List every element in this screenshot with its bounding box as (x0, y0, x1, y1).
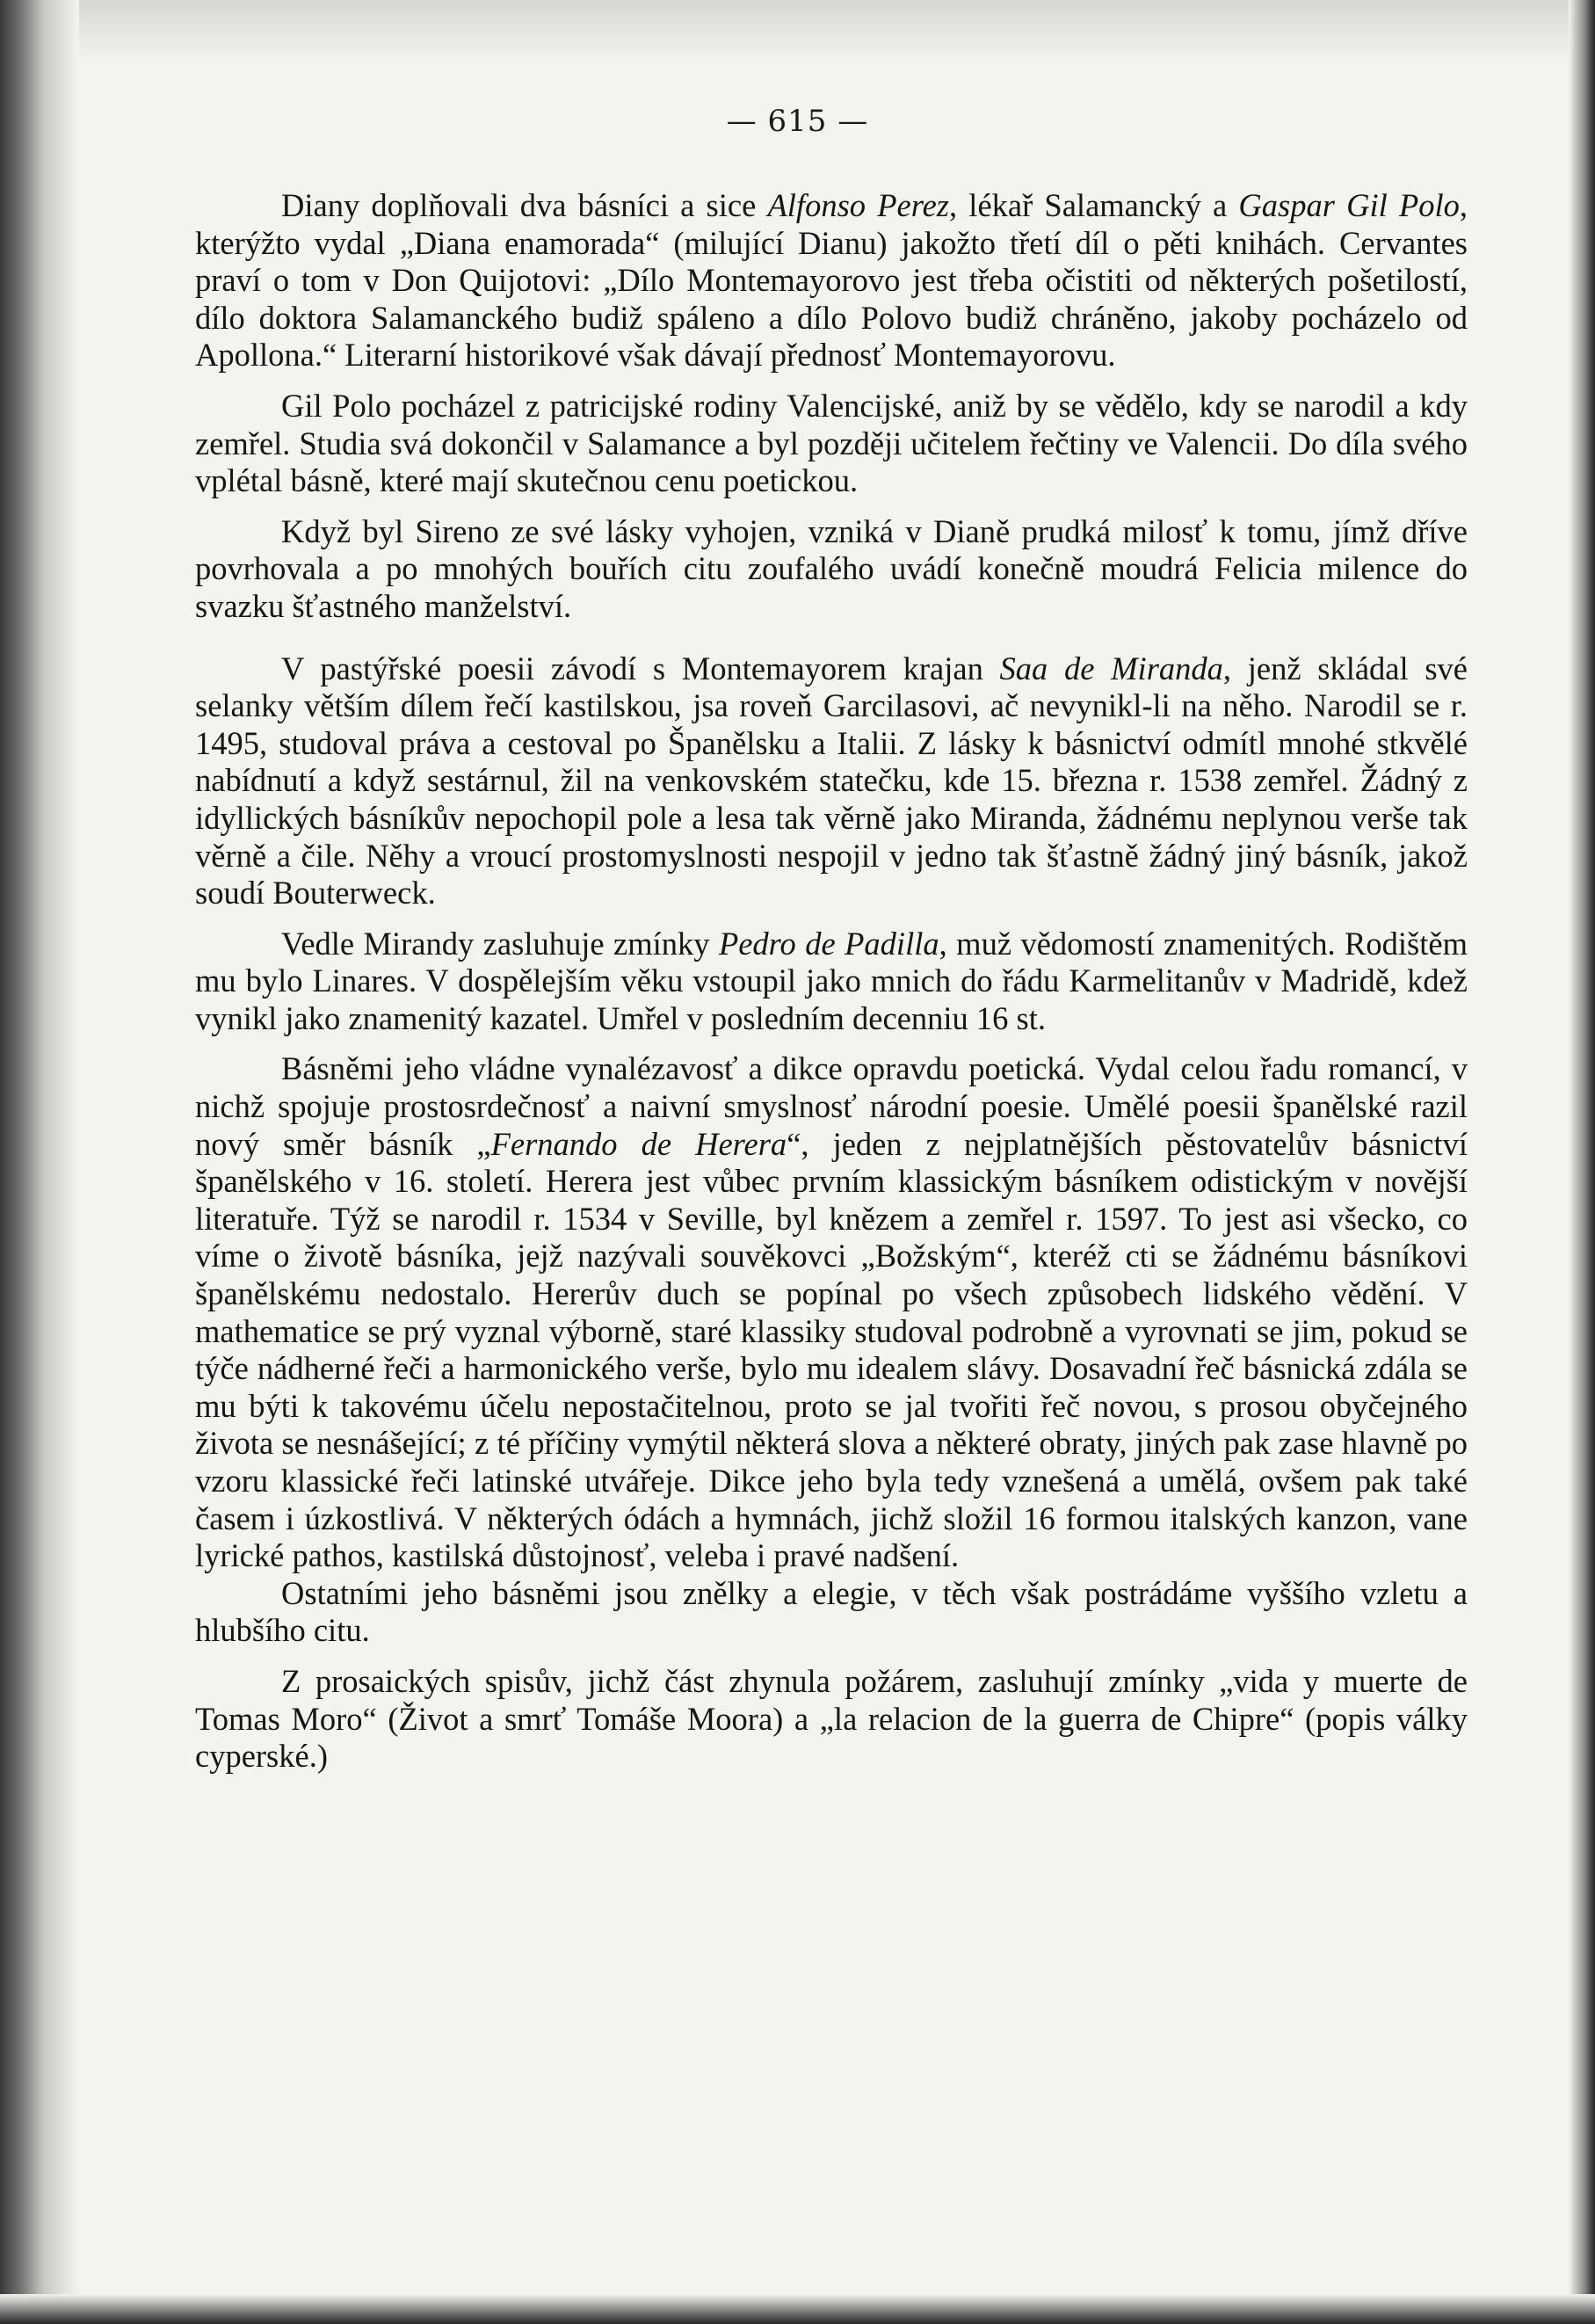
text-run: , jenž skládal své selanky větším dílem řečí kastilskou, jsa roveň Garcilasovi, ač nevynikl-li na něho. Narodil se r. 1495, studoval práva a cestoval po Španělsku a Italii. Z lásky k básnictví odmítl mnohé stkvělé nabídnutí a když sestárnul, žil na venkovském statečku, kde 15. března r. 1538 zemřel. Žádný z idyllických básníkův nepochopil pole a lesa tak věrně jako Miranda, žádnému neplynou verše tak věrně a čile. Něhy a vroucí prostomyslnosti nespojil v jedno tak šťastně žádný jiný básník, jakož soudí Bouterweck. (195, 650, 1468, 911)
text-run: Ostatními jeho básněmi jsou znělky a elegie, v těch však postrádáme vyššího vzletu a hlubšího citu. (195, 1574, 1468, 1649)
paragraph-2 (195, 388, 1468, 500)
italic-name: Alfonso Perez (767, 187, 949, 223)
italic-name: Pedro de Padilla (718, 925, 939, 962)
binding-shadow (0, 0, 79, 2324)
text-run: Gil Polo pocházel z patricijské rodiny Valencijské, aniž by se vědělo, kdy se narodil a kdy zemřel. Studia svá dokončil v Salamance a byl později učitelem řečtiny ve Valencii. Do díla svého vplétal básně, které mají skutečnou cenu poetickou. (195, 387, 1468, 499)
text-run: Básněmi jeho vládne vynalézavosť a dikce opravdu poetická. Vydal celou řadu romancí, v nichž spojuje prostosrdečnosť a naivní smyslnosť národní poesie. Umělé poesii španělské razil nový směr básník „ (195, 1050, 1468, 1162)
italic-name: Fernando de Herera (490, 1125, 787, 1162)
italic-name: Saa de Miranda (999, 650, 1223, 686)
text-run: , muž vědomostí znamenitých. Rodištěm mu bylo Linares. V dospělejším věku vstoupil jako mnich do řádu Karmelitanův v Madridě, kdež vynikl jako znamenitý kazatel. Umřel v posledním decenniu 16 st. (195, 925, 1468, 1036)
bottom-page-edge (0, 2294, 1595, 2324)
text-run: Vedle Mirandy zasluhuje zmínky (281, 925, 719, 962)
top-shade (0, 0, 1595, 62)
paragraph-1 (195, 187, 1468, 374)
paragraph-7 (195, 1575, 1468, 1650)
text-run: Z prosaických spisův, jichž část zhynula požárem, zasluhují zmínky „vida y muerte de Tomas Moro“ (Život a smrť Tomáše Moora) a „la relacion de la guerra de Chipre“ (popis války cyperské.) (195, 1662, 1468, 1775)
body-text (195, 187, 1468, 1776)
paragraph-6 (195, 1050, 1468, 1574)
page-number: — 615 — (726, 104, 869, 139)
paragraph-3 (195, 513, 1468, 626)
text-run: “, jeden z nejplatnějších pěstovatelův básnictví španělského v 16. století. Herera jest vůbec prvním klassickým básníkem odistickým v novější literatuře. Týž se narodil r. 1534 v Seville, byl knězem a zemřel r. 1597. To jest asi všecko, co víme o životě básníka, jejž nazývali souvěkovci „Božským“, kteréž cti se žádnému básníkovi španělskému nedostalo. Hererův duch se popínal po všech způsobech lidského vědění. V mathematice se prý vyznal výborně, staré klassiky studoval podrobně a vyrovnati se jim, pokud se týče nádherné řeči a harmonického verše, bylo mu idealem slávy. Dosavadní řeč básnická zdála se mu býti k takovému účelu nepostačitelnou, proto se jal tvořiti řeč novou, s prosou obyčejného života se nesnášející; z té příčiny vymýtil některá slova a některé obraty, jiných pak zase hlavně po vzoru klassické řeči latinské utvářeje. Dikce jeho byla tedy vznešená a umělá, ovšem pak také časem i úzkostlivá. V některých ódách a hymnách, jichž složil 16 formou italských kanzon, vane lyrické pathos, kastilská důstojnosť, veleba i pravé nadšení. (195, 1125, 1468, 1574)
right-page-edge (1569, 0, 1595, 2324)
text-run: Diany doplňovali dva básníci a sice (281, 187, 768, 223)
paragraph-4 (195, 650, 1468, 912)
paragraph-5 (195, 926, 1468, 1038)
paragraph-8 (195, 1663, 1468, 1776)
text-run: V pastýřské poesii závodí s Montemayorem krajan (281, 650, 1000, 686)
text-run: , kterýžto vydal „Diana enamorada“ (milující Dianu) jakožto třetí díl o pěti knihách. Cervantes praví o tom v Don Quijotovi: „Dílo Montemayorovo jest třeba očistiti od některých pošetilostí, dílo doktora Salamanckého budiž spáleno a dílo Polovo budiž chráněno, jakoby pocházelo od Apollona.“ Literarní historikové však dávají přednosť Montemayorovu. (195, 187, 1468, 374)
text-run: Když byl Sireno ze své lásky vyhojen, vzniká v Dianě prudká milosť k tomu, jímž dříve povrhovala a po mnohých bouřích citu zoufalého uvádí konečně moudrá Felicia milence do svazku šťastného manželství. (195, 512, 1468, 624)
text-run: , lékař Salamancký a (948, 187, 1239, 223)
italic-name: Gaspar Gil Polo (1238, 187, 1460, 223)
